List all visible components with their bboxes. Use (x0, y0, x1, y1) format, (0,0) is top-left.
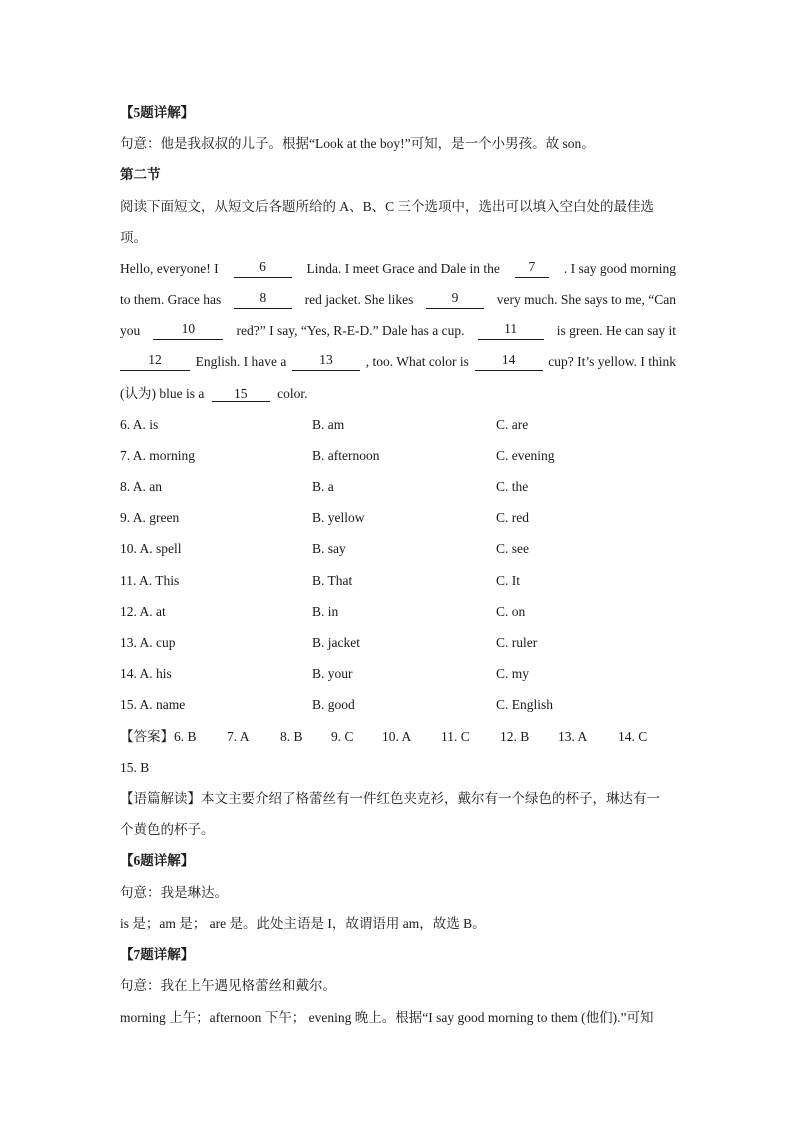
passage-line-3 (120, 322, 676, 340)
answer-7: 7. A (227, 729, 250, 744)
q5-explanation: 句意：他是我叔叔的儿子。根据“Look at the boy!”可知，是一个小男孩。故 son。 (120, 136, 595, 151)
option-13-c[interactable]: C. ruler (496, 635, 538, 650)
option-9-b[interactable]: B. yellow (312, 510, 365, 525)
passage-text: English. I have a (195, 354, 287, 369)
passage-text: cup? It’s yellow. I think (548, 354, 676, 369)
q6-explanation: is 是；am 是； are 是。此处主语是 I，故谓语用 am，故选 B。 (120, 916, 486, 931)
option-14-b[interactable]: B. your (312, 666, 353, 681)
passage-text: (认为) blue is a (120, 386, 205, 401)
option-11-a[interactable]: 11. A. This (120, 573, 180, 588)
blank-8[interactable]: 8 (234, 291, 292, 309)
passage-line-2 (120, 291, 676, 309)
passage-text: red?” I say, “Yes, R-E-D.” Dale has a cup. (236, 323, 465, 338)
option-9-c[interactable]: C. red (496, 510, 529, 525)
option-10-a[interactable]: 10. A. spell (120, 541, 182, 556)
option-15-b[interactable]: B. good (312, 697, 355, 712)
option-13-b[interactable]: B. jacket (312, 635, 360, 650)
passage-line-4 (120, 353, 676, 371)
answer-11: 11. C (441, 729, 470, 744)
passage-text: to them. Grace has (120, 292, 222, 307)
blank-7[interactable]: 7 (515, 260, 549, 278)
q5-heading: 【5题详解】 (120, 105, 195, 120)
q7-meaning: 句意：我在上午遇见格蕾丝和戴尔。 (120, 978, 336, 993)
option-14-c[interactable]: C. my (496, 666, 530, 681)
option-12-a[interactable]: 12. A. at (120, 604, 166, 619)
passage-text: Hello, everyone! I (120, 261, 219, 276)
blank-9[interactable]: 9 (426, 291, 484, 309)
blank-12[interactable]: 12 (120, 353, 190, 371)
option-13-a[interactable]: 13. A. cup (120, 635, 176, 650)
blank-14[interactable]: 14 (475, 353, 543, 371)
answer-8: 8. B (280, 729, 303, 744)
option-12-c[interactable]: C. on (496, 604, 526, 619)
answer-12: 12. B (500, 729, 530, 744)
passage-text: red jacket. She likes (304, 292, 414, 307)
answer-9: 9. C (331, 729, 354, 744)
option-8-b[interactable]: B. a (312, 479, 334, 494)
option-8-c[interactable]: C. the (496, 479, 529, 494)
passage-text: color. (277, 386, 308, 401)
reading-summary-line-1: 【语篇解读】本文主要介绍了格蕾丝有一件红色夹克衫，戴尔有一个绿色的杯子，琳达有一 (120, 791, 660, 806)
passage-text: . I say good morning (563, 261, 676, 276)
option-7-a[interactable]: 7. A. morning (120, 448, 196, 463)
answer-label: 【答案】6. B (120, 729, 197, 744)
passage-line-1 (120, 260, 676, 278)
q7-explanation: morning 上午；afternoon 下午； evening 晚上。根据“I say good morning to them (他们).”可知 (120, 1010, 654, 1025)
blank-6[interactable]: 6 (234, 260, 292, 278)
passage-text: , too. What color is (365, 354, 469, 369)
section-heading: 第二节 (120, 167, 161, 182)
blank-13[interactable]: 13 (292, 353, 360, 371)
option-15-c[interactable]: C. English (496, 697, 554, 712)
option-7-c[interactable]: C. evening (496, 448, 555, 463)
passage-line-5 (120, 385, 307, 403)
option-7-b[interactable]: B. afternoon (312, 448, 380, 463)
answer-15: 15. B (120, 760, 150, 775)
option-6-a[interactable]: 6. A. is (120, 417, 159, 432)
option-14-a[interactable]: 14. A. his (120, 666, 172, 681)
q6-heading: 【6题详解】 (120, 853, 195, 868)
option-6-b[interactable]: B. am (312, 417, 345, 432)
option-8-a[interactable]: 8. A. an (120, 479, 162, 494)
option-11-c[interactable]: C. It (496, 573, 521, 588)
reading-summary-line-2: 个黄色的杯子。 (120, 822, 215, 837)
blank-15[interactable]: 15 (212, 387, 270, 402)
answer-10: 10. A (382, 729, 412, 744)
passage-text: you (120, 323, 141, 338)
blank-10[interactable]: 10 (153, 322, 223, 340)
option-6-c[interactable]: C. are (496, 417, 529, 432)
answer-13: 13. A (558, 729, 588, 744)
q7-heading: 【7题详解】 (120, 947, 195, 962)
blank-11[interactable]: 11 (478, 322, 544, 340)
option-10-c[interactable]: C. see (496, 541, 529, 556)
option-11-b[interactable]: B. That (312, 573, 353, 588)
instructions-line-2: 项。 (120, 230, 147, 245)
q6-meaning: 句意：我是琳达。 (120, 885, 228, 900)
option-12-b[interactable]: B. in (312, 604, 339, 619)
instructions-line-1: 阅读下面短文，从短文后各题所给的 A、B、C 三个选项中，选出可以填入空白处的最佳选 (120, 199, 655, 214)
option-10-b[interactable]: B. say (312, 541, 346, 556)
option-9-a[interactable]: 9. A. green (120, 510, 180, 525)
passage-text: is green. He can say it (556, 323, 676, 338)
passage-text: Linda. I meet Grace and Dale in the (306, 261, 500, 276)
answer-14: 14. C (618, 729, 648, 744)
passage-text: very much. She says to me, “Can (496, 292, 676, 307)
option-15-a[interactable]: 15. A. name (120, 697, 186, 712)
